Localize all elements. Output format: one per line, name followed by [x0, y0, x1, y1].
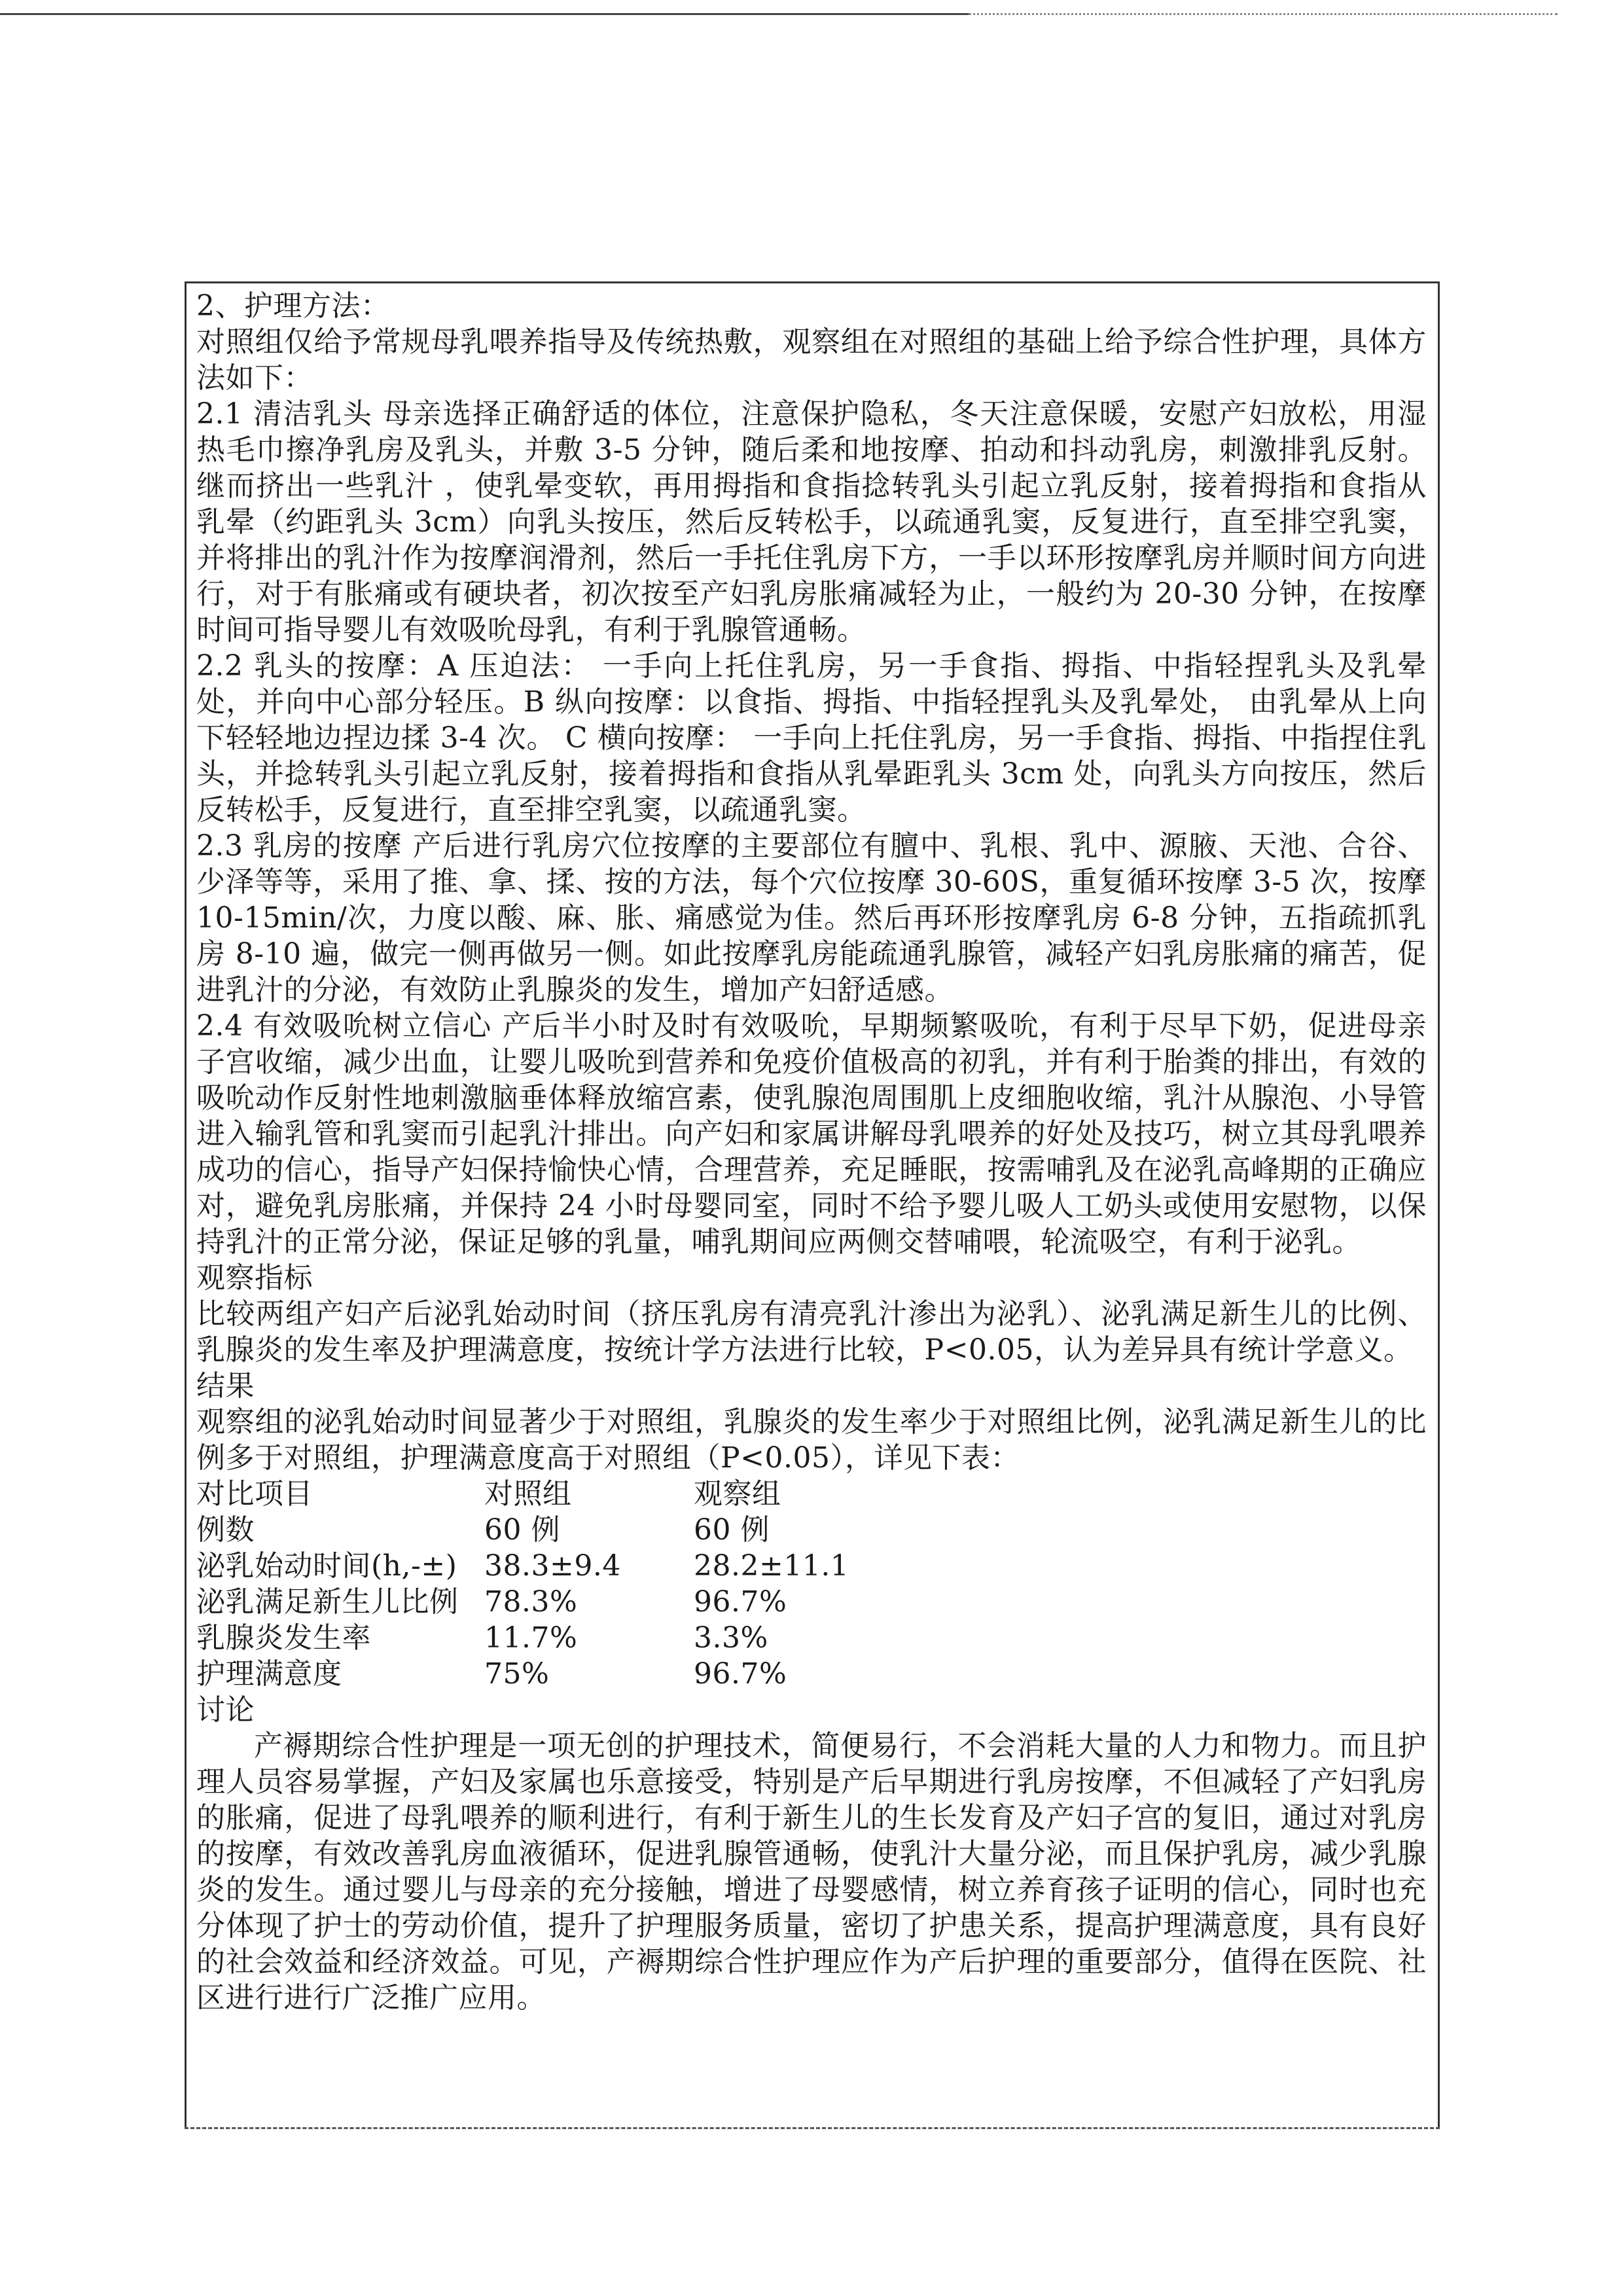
- table-row: [196, 1512, 903, 1548]
- table-cell: 28.2±11.1: [694, 1549, 849, 1583]
- table-cell: 3.3%: [694, 1621, 768, 1655]
- table-cell: 78.3%: [484, 1585, 578, 1619]
- table-cell: 96.7%: [694, 1585, 787, 1619]
- table-cell: 75%: [484, 1657, 550, 1691]
- table-header-cell: 对比项目: [196, 1477, 313, 1511]
- table-cell: 60 例: [484, 1513, 560, 1547]
- table-header-row: [196, 1476, 903, 1512]
- method-2-1-cleaning: 2.1 清洁乳头 母亲选择正确舒适的体位，注意保护隐私，冬天注意保暖，安慰产妇放松，用湿热毛巾擦净乳房及乳头，并敷 3-5 分钟，随后柔和地按摩、拍动和抖动乳房，刺激排乳反射。继而挤出一些乳汁 ，使乳晕变软，再用拇指和食指捻转乳头引起立乳反射，接着拇指和食指从乳晕（约距乳头 3cm）向乳头按压，然后反转松手，以疏通乳窦，反复进行，直至排空乳窦，并将排出的乳汁作为按摩润滑剂，然后一手托住乳房下方，一手以环形按摩乳房并顺时间方向进行，对于有胀痛或有硬块者，初次按至产妇乳房胀痛减轻为止，一般约为 20-30 分钟，在按摩时间可指导婴儿有效吸吮母乳，有利于乳腺管通畅。: [196, 397, 1427, 647]
- table-cell: 11.7%: [484, 1621, 578, 1655]
- document-body: [196, 288, 1427, 2016]
- table-cell: 96.7%: [694, 1657, 787, 1691]
- table-cell: 泌乳满足新生儿比例: [196, 1585, 459, 1619]
- table-cell: 例数: [196, 1513, 255, 1547]
- table-cell: 38.3±9.4: [484, 1549, 621, 1583]
- comparison-table: [196, 1476, 903, 1692]
- table-row: [196, 1656, 903, 1692]
- table-cell: 泌乳始动时间(h,-±): [196, 1549, 457, 1583]
- top-dotted-rule: [969, 13, 1558, 15]
- method-2-4-sucking: 2.4 有效吸吮树立信心 产后半小时及时有效吸吮，早期频繁吸吮，有利于尽早下奶，促进母亲子宫收缩，减少出血，让婴儿吸吮到营养和免疫价值极高的初乳，并有利于胎粪的排出，有效的吸吮动作反射性地刺激脑垂体释放缩宫素，使乳腺泡周围肌上皮细胞收缩，乳汁从腺泡、小导管进入输乳管和乳窦而引起乳汁排出。向产妇和家属讲解母乳喂养的好处及技巧，树立其母乳喂养成功的信心，指导产妇保持愉快心情，合理营养，充足睡眠，按需哺乳及在泌乳高峰期的正确应对，避免乳房胀痛，并保持 24 小时母婴同室，同时不给予婴儿吸人工奶头或使用安慰物，以保持乳汁的正常分泌，保证足够的乳量，哺乳期间应两侧交替哺喂，轮流吸空，有利于泌乳。: [196, 1009, 1427, 1259]
- discussion-text: 产褥期综合性护理是一项无创的护理技术，简便易行，不会消耗大量的人力和物力。而且护理人员容易掌握，产妇及家属也乐意接受，特别是产后早期进行乳房按摩，不但减轻了产妇乳房的胀痛，促进了母乳喂养的顺利进行，有利于新生儿的生长发育及产妇子宫的复旧，通过对乳房的按摩，有效改善乳房血液循环，促进乳腺管通畅，使乳汁大量分泌，而且保护乳房，减少乳腺炎的发生。通过婴儿与母亲的充分接触，增进了母婴感情，树立养育孩子证明的信心，同时也充分体现了护士的劳动价值，提升了护理服务质量，密切了护患关系，提高护理满意度，具有良好的社会效益和经济效益。可见，产褥期综合性护理应作为产后护理的重要部分，值得在医院、社区进行进行广泛推广应用。: [196, 1729, 1427, 2015]
- methods-intro: 对照组仅给予常规母乳喂养指导及传统热敷，观察组在对照组的基础上给予综合性护理，具体方法如下：: [196, 325, 1427, 395]
- table-cell: 护理满意度: [196, 1657, 342, 1691]
- table-row: [196, 1620, 903, 1656]
- table-row: [196, 1548, 903, 1584]
- indicators-text: 比较两组产妇产后泌乳始动时间（挤压乳房有清亮乳汁渗出为泌乳）、泌乳满足新生儿的比例、乳腺炎的发生率及护理满意度，按统计学方法进行比较，P<0.05，认为差异具有统计学意义。: [196, 1297, 1427, 1367]
- indicators-heading: 观察指标: [196, 1261, 313, 1295]
- results-text: 观察组的泌乳始动时间显著少于对照组，乳腺炎的发生率少于对照组比例，泌乳满足新生儿的比例多于对照组，护理满意度高于对照组（P<0.05），详见下表：: [196, 1405, 1427, 1475]
- table-header-cell: 观察组: [694, 1477, 781, 1511]
- results-heading: 结果: [196, 1369, 255, 1403]
- frame-bottom-rule: [185, 2127, 1440, 2129]
- table-header-cell: 对照组: [484, 1477, 572, 1511]
- method-2-3-breast-massage: 2.3 乳房的按摩 产后进行乳房穴位按摩的主要部位有膻中、乳根、乳中、源腋、天池、合谷、少泽等等，采用了推、拿、揉、按的方法，每个穴位按摩 30-60S，重复循环按摩 3-5 次，按摩 10-15min/次，力度以酸、麻、胀、痛感觉为佳。然后再环形按摩乳房 6-8 分钟，五指疏抓乳房 8-10 遍，做完一侧再做另一侧。如此按摩乳房能疏通乳腺管，减轻产妇乳房胀痛的痛苦，促进乳汁的分泌，有效防止乳腺炎的发生，增加产妇舒适感。: [196, 829, 1427, 1007]
- table-cell: 60 例: [694, 1513, 770, 1547]
- table-cell: 乳腺炎发生率: [196, 1621, 371, 1655]
- top-rule: [0, 13, 969, 15]
- discussion-heading: 讨论: [196, 1693, 255, 1727]
- table-row: [196, 1584, 903, 1620]
- methods-heading: 2、护理方法：: [196, 289, 390, 323]
- method-2-2-nipple-massage: 2.2 乳头的按摩：A 压迫法： 一手向上托住乳房，另一手食指、拇指、中指轻捏乳头及乳晕处，并向中心部分轻压。B 纵向按摩：以食指、拇指、中指轻捏乳头及乳晕处， 由乳晕从上向下轻轻地边捏边揉 3-4 次。 C 横向按摩： 一手向上托住乳房，另一手食指、拇指、中指捏住乳头，并捻转乳头引起立乳反射，接着拇指和食指从乳晕距乳头 3cm 处，向乳头方向按压，然后反转松手，反复进行，直至排空乳窦，以疏通乳窦。: [196, 649, 1427, 827]
